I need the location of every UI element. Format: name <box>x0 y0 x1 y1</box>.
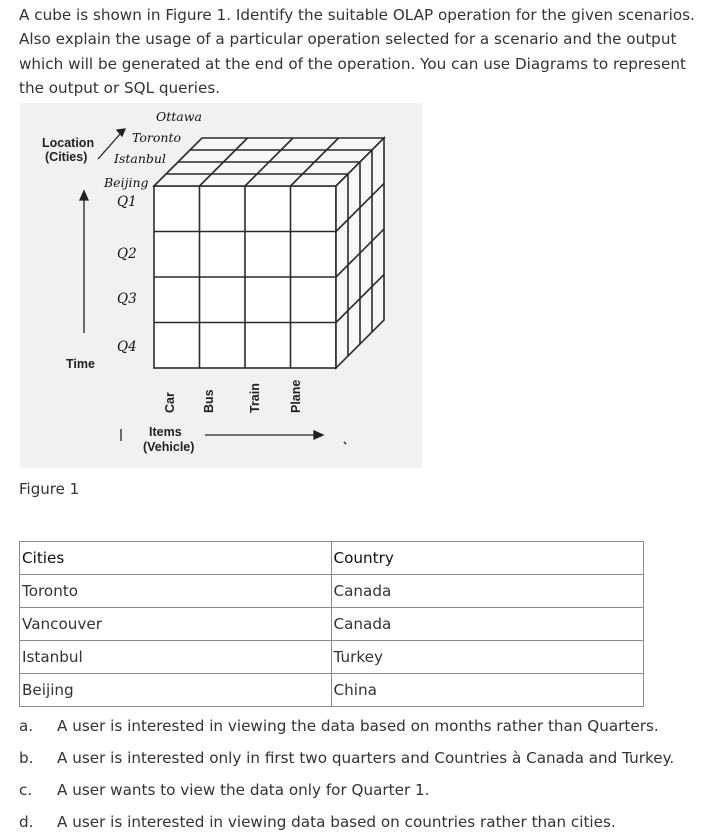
cell-city: Vancouver <box>20 608 332 641</box>
vehicle-label-plane: Plane <box>289 379 303 413</box>
cities-country-table <box>19 541 644 707</box>
cell-city: Toronto <box>20 575 332 608</box>
header-country: Country <box>331 542 643 575</box>
location-axis-arrowhead <box>117 129 125 136</box>
item-letter: a. <box>19 717 34 735</box>
quarter-label-q3: Q3 <box>117 291 137 307</box>
quarter-label-q4: Q4 <box>117 339 137 355</box>
intro-paragraph: A cube is shown in Figure 1. Identify the suitable OLAP operation for the given scenarios. Also explain the usage of a particular operation selected for a scenario and the output which will be generated at the end of the operation. You can use Diagrams to represent the output or SQL queries. <box>19 6 695 97</box>
quarter-label-q1: Q1 <box>117 194 137 210</box>
city-label-ottawa: Ottawa <box>156 109 202 124</box>
list-item <box>19 810 709 839</box>
stray-mark <box>344 442 346 444</box>
table-row <box>20 641 644 674</box>
cell-city: Istanbul <box>20 641 332 674</box>
time-axis-arrowhead <box>80 191 88 200</box>
items-label-line2: (Vehicle) <box>143 440 195 454</box>
time-label: Time <box>66 357 95 371</box>
table-row <box>20 575 644 608</box>
items-label-line1: Items <box>149 425 182 439</box>
cell-city: Beijing <box>20 674 332 707</box>
olap-cube-figure <box>20 103 422 468</box>
city-label-beijing: Beijing <box>104 175 149 190</box>
item-text: A user is interested in viewing data based on countries rather than cities. <box>57 813 616 831</box>
header-cities: Cities <box>20 542 332 575</box>
list-item <box>19 714 709 746</box>
location-label-line1: Location <box>42 136 95 150</box>
cell-country: Canada <box>331 608 643 641</box>
vehicle-label-bus: Bus <box>202 389 216 413</box>
table-row <box>20 674 644 707</box>
cell-country: China <box>331 674 643 707</box>
list-item <box>19 746 709 778</box>
table-header-row <box>20 542 644 575</box>
list-item <box>19 778 709 810</box>
items-axis-arrowhead <box>314 431 323 439</box>
item-text: A user wants to view the data only for Quarter 1. <box>57 781 430 799</box>
cube-lines <box>154 138 384 368</box>
location-label-line2: (Cities) <box>45 150 88 164</box>
item-letter: d. <box>19 813 34 831</box>
cell-country: Canada <box>331 575 643 608</box>
item-text: A user is interested only in first two quarters and Countries à Canada and Turkey. <box>57 749 675 767</box>
olap-cube-diagram <box>20 103 422 468</box>
item-text: A user is interested in viewing the data based on months rather than Quarters. <box>57 717 659 735</box>
quarter-label-q2: Q2 <box>117 246 137 262</box>
item-letter: c. <box>19 781 33 799</box>
city-label-istanbul: Istanbul <box>114 151 166 166</box>
scenario-list <box>19 714 709 839</box>
vehicle-label-train: Train <box>248 383 262 413</box>
table-row <box>20 608 644 641</box>
figure-caption: Figure 1 <box>19 480 80 498</box>
cell-country: Turkey <box>331 641 643 674</box>
vehicle-label-car: Car <box>163 392 177 413</box>
item-letter: b. <box>19 749 34 767</box>
city-label-toronto: Toronto <box>132 130 181 145</box>
